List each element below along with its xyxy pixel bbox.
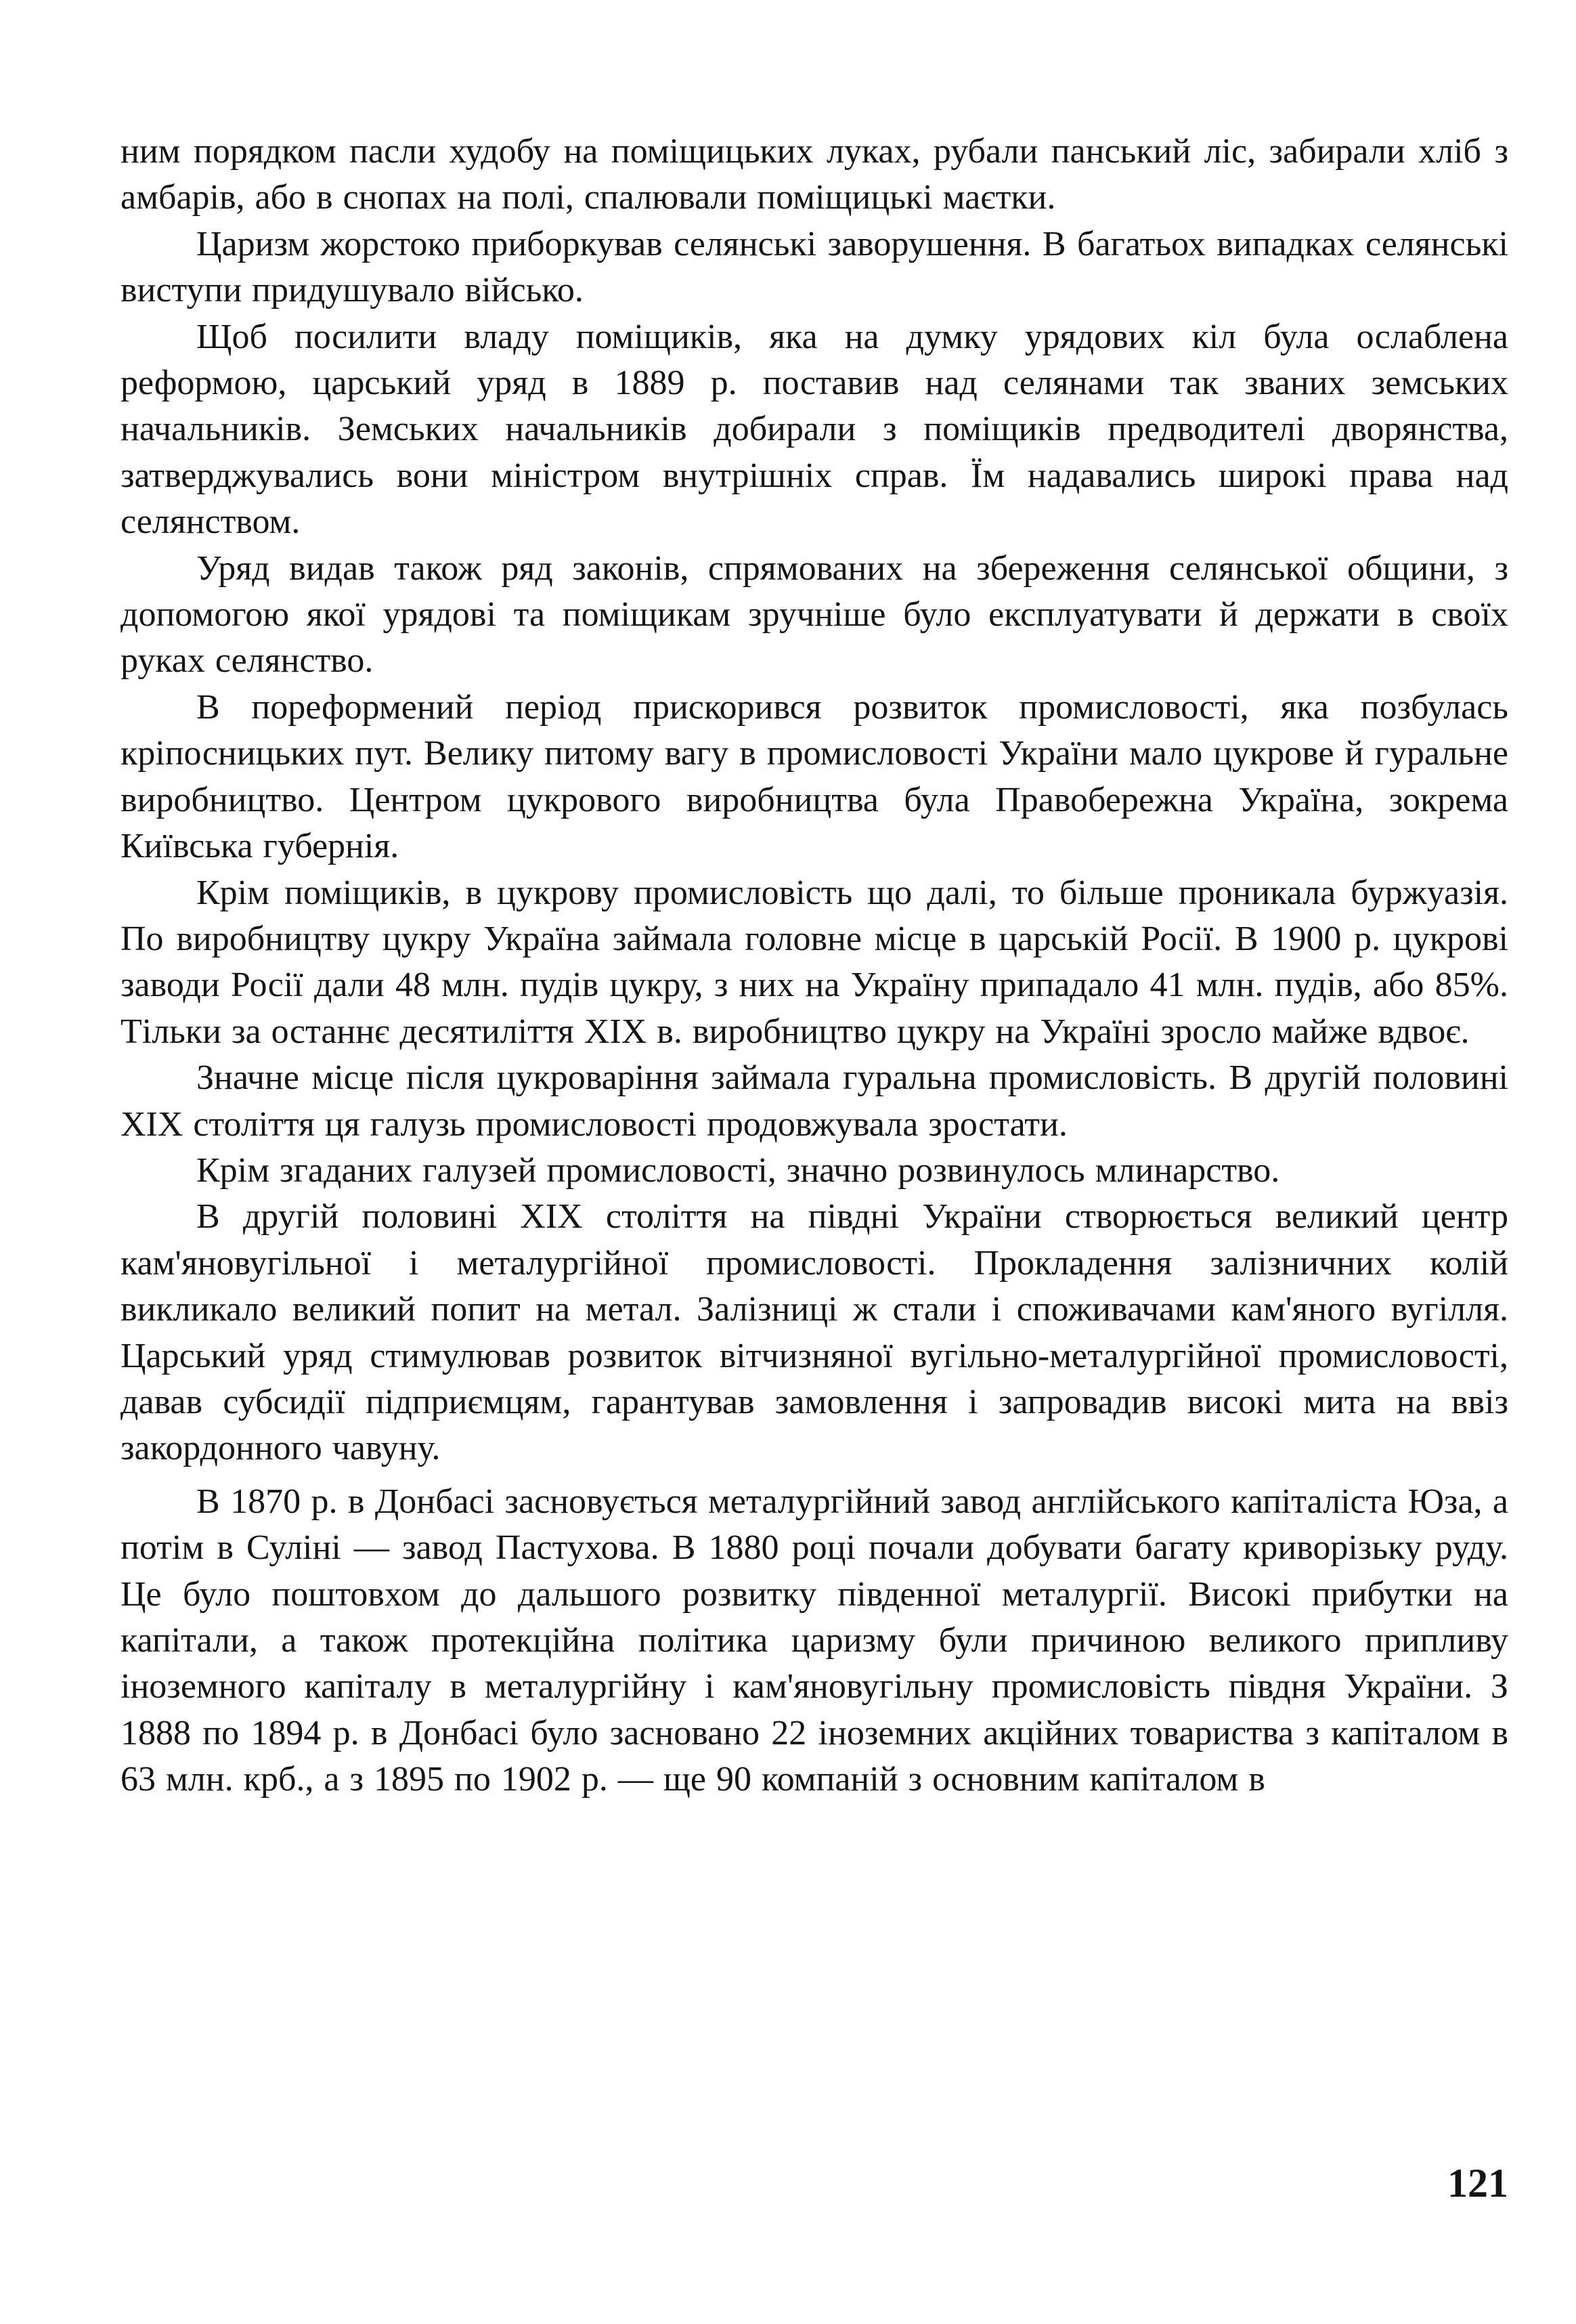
paragraph: Крім поміщиків, в цукрову промисловість що далі, то більше проникала буржуазія. По виробництву цукру Україна займала головне місце в царській Росії. В 1900 р. цукрові заводи Росії дали 48 млн. пудів цукру, з них на Україну припадало 41 млн. пудів, або 85%. Тільки за останнє десятиліття XIX в. виробництво цукру на Україні зросло майже вдвоє. bbox=[121, 873, 1508, 1051]
paragraph: Царизм жорстоко приборкував селянські заворушення. В багатьох випадках селянські виступи придушувало військо. bbox=[121, 224, 1508, 310]
paragraph: В другій половині XIX століття на півдні України створюється великий центр кам'яновугільної і металургійної промисловості. Прокладення залізничних колій викликало великий попит на метал. Залізниці ж стали і споживачами кам'яного вугілля. Царський уряд стимулював розвиток вітчизняної вугільно-металургійної промисловості, давав субсидії підприємцям, гарантував замовлення і запровадив високі мита на ввіз закордонного чавуну. bbox=[121, 1197, 1508, 1468]
paragraph: Крім згаданих галузей промисловості, значно розвинулось млинарство. bbox=[196, 1150, 1280, 1190]
paragraph: ним порядком пасли худобу на поміщицьких луках, рубали панський ліс, забирали хліб з амбарів, або в снопах на полі, спалювали поміщицькі маєтки. bbox=[121, 132, 1508, 217]
paragraph: Щоб посилити владу поміщиків, яка на думку урядових кіл була ослаблена реформою, царський уряд в 1889 р. поставив над селянами так званих земських начальників. Земських начальників добирали з поміщиків предводителі дворянства, затверджувались вони міністром внутрішніх справ. Їм надавались широкі права над селянством. bbox=[121, 317, 1508, 542]
paragraph: Значне місце після цукроваріння займала гуральна промисловість. В другій половині XIX століття ця галузь промисловості продовжувала зростати. bbox=[121, 1058, 1508, 1144]
paragraph: В пореформений період прискорився розвиток промисловості, яка позбулась кріпосницьких пут. Велику питому вагу в промисловості України мало цукрове й гуральне виробництво. Центром цукрового виробництва була Правобережна Україна, зокрема Київська губернія. bbox=[121, 687, 1508, 866]
paragraph: В 1870 р. в Донбасі засновується металургійний завод англійського капіталіста Юза, а потім в Суліні — завод Пастухова. В 1880 році почали добувати багату криворізьку руду. Це було поштовхом до дальшого розвитку південної металургії. Високі прибутки на капітали, а також протекційна політика царизму були причиною великого припливу іноземного капіталу в металургійну і кам'яновугільну промисловість півдня України. З 1888 по 1894 р. в Донбасі було засновано 22 іноземних акційних товариства з капіталом в 63 млн. крб., а з 1895 по 1902 р. — ще 90 компаній з основним капіталом в bbox=[121, 1482, 1508, 1799]
paragraph: Уряд видав також ряд законів, спрямованих на збереження селянської общини, з допомогою якої урядові та поміщикам зручніше було експлуатувати й держати в своїх руках селянство. bbox=[121, 548, 1508, 681]
page-number: 121 bbox=[1447, 2161, 1508, 2205]
book-page bbox=[121, 129, 1508, 2241]
body-text bbox=[121, 129, 1508, 1803]
